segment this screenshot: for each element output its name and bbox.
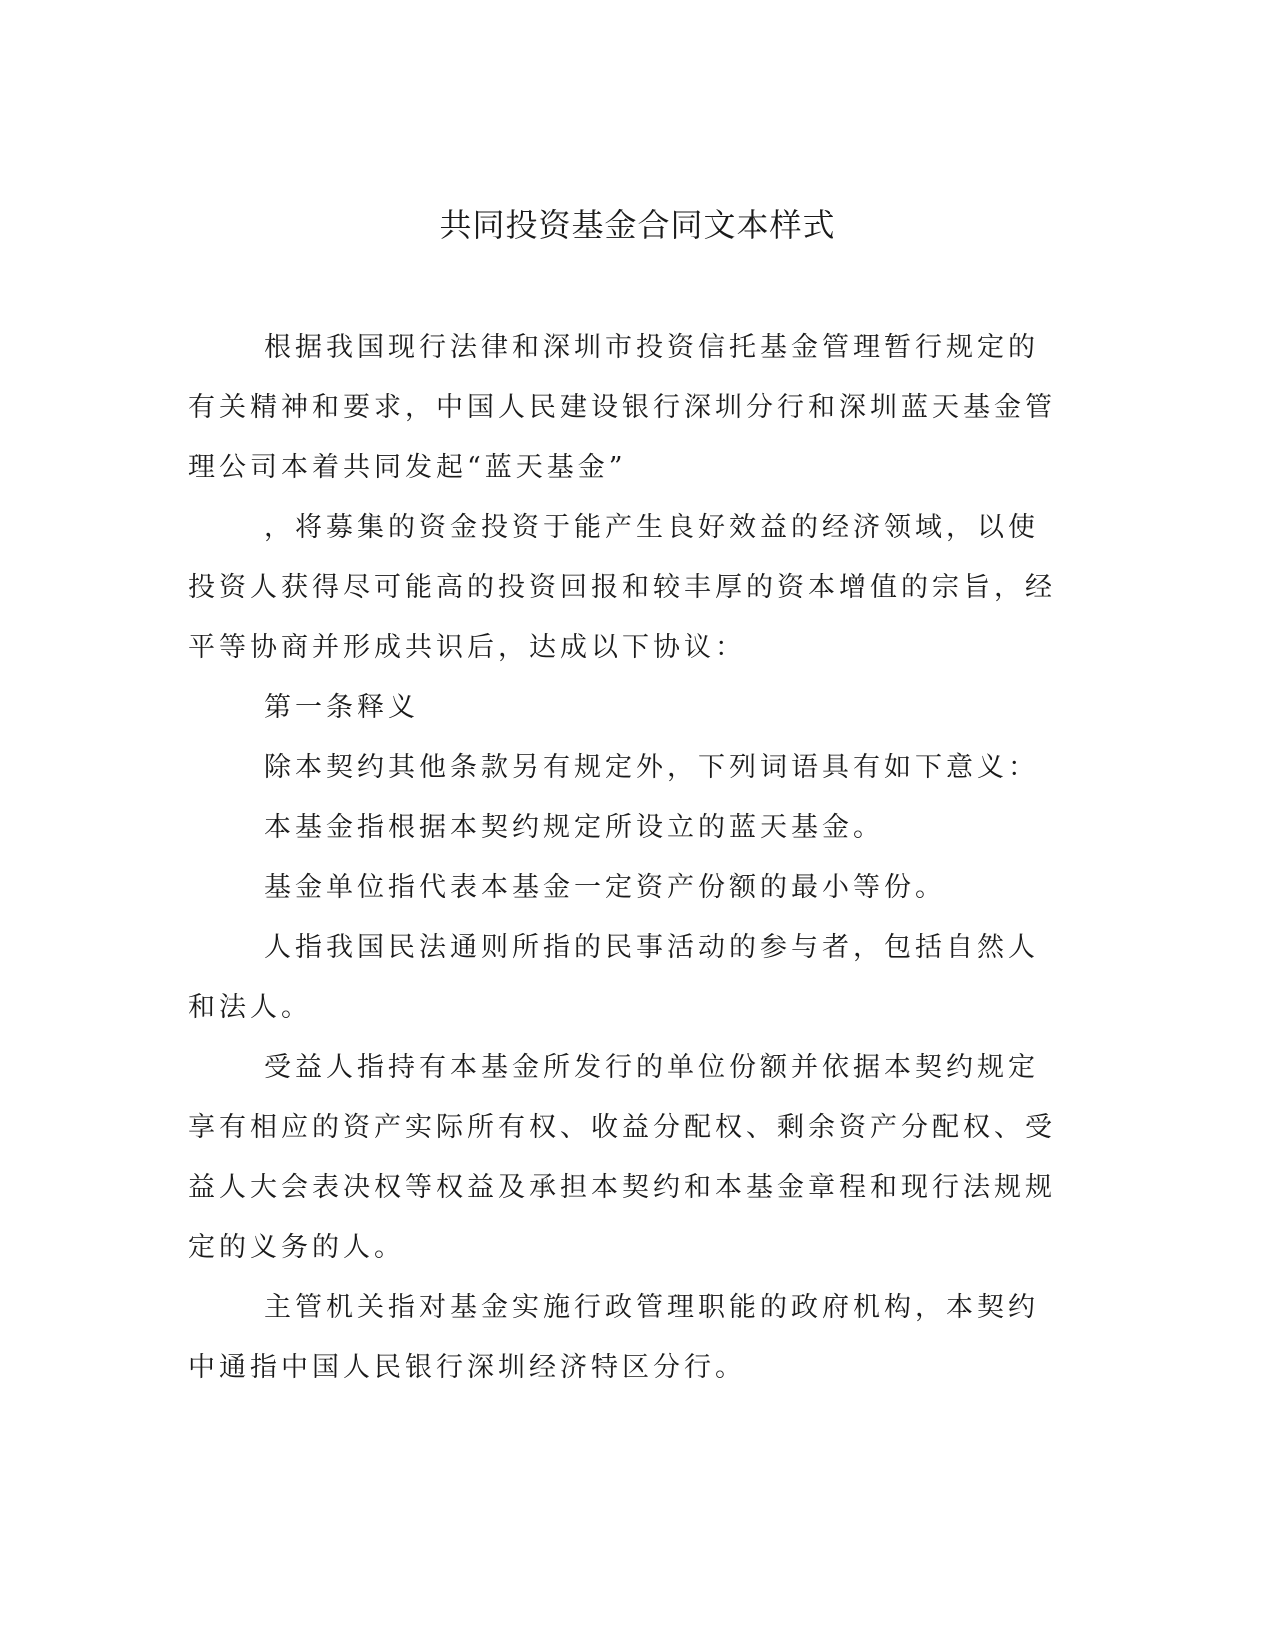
paragraph-definition-unit: 基金单位指代表本基金一定资产份额的最小等份。 (264, 872, 946, 903)
paragraph-definitions-intro: 除本契约其他条款另有规定外，下列词语具有如下意义： (264, 752, 1039, 783)
document-title: 共同投资基金合同文本样式 (439, 206, 836, 244)
document-body (188, 318, 1068, 1398)
paragraph-definition-person: 人指我国民法通则所指的民事活动的参与者，包括自然人和法人。 (188, 932, 1039, 1023)
paragraph-preamble-2: ，将募集的资金投资于能产生良好效益的经济领域，以使投资人获得尽可能高的投资回报和较丰厚的资本增值的宗旨，经平等协商并形成共识后，达成以下协议： (188, 512, 1056, 663)
paragraph-definition-beneficiary: 受益人指持有本基金所发行的单位份额并依据本契约规定享有相应的资产实际所有权、收益分配权、剩余资产分配权、受益人大会表决权等权益及承担本契约和本基金章程和现行法规规定的义务的人。 (188, 1052, 1056, 1263)
article-heading: 第一条释义 (264, 692, 419, 723)
paragraph-definition-fund: 本基金指根据本契约规定所设立的蓝天基金。 (264, 812, 884, 843)
paragraph-preamble-1: 根据我国现行法律和深圳市投资信托基金管理暂行规定的有关精神和要求，中国人民建设银行深圳分行和深圳蓝天基金管理公司本着共同发起“蓝天基金” (188, 332, 1056, 483)
paragraph-definition-authority: 主管机关指对基金实施行政管理职能的政府机构，本契约中通指中国人民银行深圳经济特区分行。 (188, 1292, 1039, 1383)
